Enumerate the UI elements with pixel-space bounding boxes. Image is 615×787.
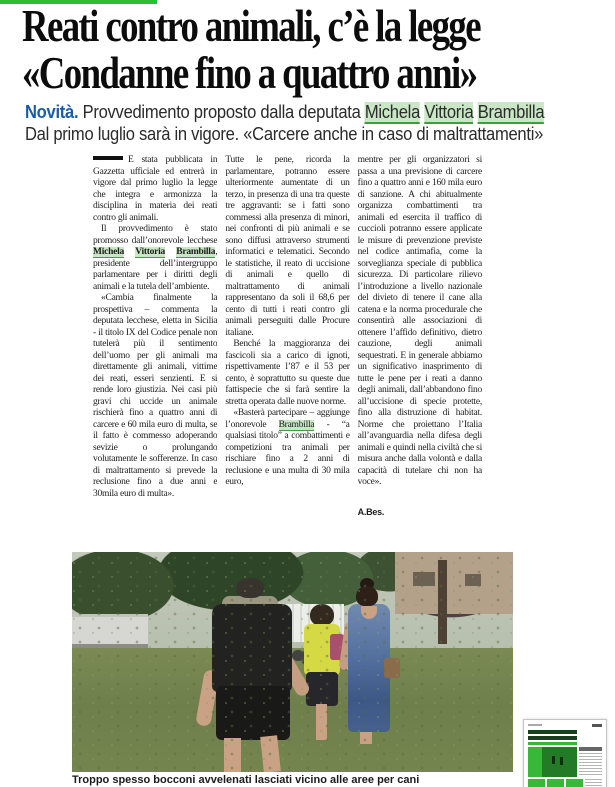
tree-trunk bbox=[438, 560, 447, 644]
thumb-cell bbox=[528, 779, 545, 787]
thumb-article-highlight bbox=[528, 747, 577, 777]
thumb-bottom-row bbox=[528, 779, 602, 787]
woman-back bbox=[361, 606, 377, 619]
headline-line2: «Condanne fino a quattro anni» bbox=[22, 47, 477, 98]
trees-background bbox=[72, 552, 513, 648]
building bbox=[395, 552, 513, 614]
thumb-cell bbox=[566, 779, 583, 787]
woman-jumpsuit bbox=[348, 604, 390, 732]
article-body bbox=[93, 155, 482, 519]
man-left-leg bbox=[224, 738, 241, 772]
entity-highlight-vittoria[interactable]: Vittoria bbox=[424, 102, 474, 122]
paragraph: È stata pubblicata in Gazzetta ufficiale ed entrerà in vigore dal primo luglio la legge che integra e armonizza la disciplina in materia dei reati contro gli animali. bbox=[93, 155, 218, 223]
woman-hair bbox=[356, 586, 378, 606]
dark-dog bbox=[300, 646, 336, 668]
paragraph: «Basterà partecipare – aggiunge l’onorevole Brambilla - “a qualsiasi titolo” a combattimenti e competizioni tra animali per rischiare fino a 2 anni di reclusione e una multa di 30 mila euro, bbox=[225, 408, 350, 487]
entity-highlight-vittoria[interactable]: Vittoria bbox=[135, 247, 166, 257]
person-yellow-print bbox=[330, 634, 344, 660]
woman-feet bbox=[360, 732, 372, 744]
woman-handbag bbox=[384, 658, 400, 678]
kicker-label: Novità. bbox=[25, 102, 79, 122]
headline-line1: Reati contro animali, c’è la legge bbox=[22, 0, 480, 51]
thumb-main bbox=[528, 747, 602, 777]
entity-highlight-brambilla[interactable]: Brambilla bbox=[176, 247, 216, 257]
paragraph: «Cambia finalmente la prospettiva – commenta la deputata lecchese, eletta in Sicilia - il titolo IX del Codice penale non tutelerà più il sentimento dell’uomo per gli animali ma direttamente gli animali, vittime dei reati, esseri senzienti. E si rende loro giustizia. Nei casi più gravi chi uccide un animale rischierà fino a quattro anni di carcere e 60 mila euro di multa, se il fatto è commesso adoperando sevizie o prolungando volutamente le sofferenze. In caso di maltrattamento si prevede la reclusione fino a due anni e 30mila euro di multa». bbox=[93, 293, 218, 499]
thumb-side-column bbox=[579, 747, 602, 777]
article-column-3 bbox=[358, 155, 482, 519]
article-photo bbox=[72, 552, 513, 772]
white-fence bbox=[222, 604, 344, 642]
article-column-2 bbox=[225, 155, 349, 519]
man-right-arm bbox=[274, 648, 311, 698]
thumb-header bbox=[528, 724, 602, 727]
trailer bbox=[72, 614, 148, 648]
page-thumbnail-minimap[interactable] bbox=[523, 719, 607, 787]
person-yellow-shirt bbox=[304, 624, 340, 676]
man-shoulder-wrap bbox=[222, 596, 278, 611]
woman-arm bbox=[339, 622, 356, 671]
man-cap bbox=[236, 578, 264, 598]
thumb-subhead-bar bbox=[528, 742, 577, 745]
article-column-1 bbox=[93, 155, 217, 519]
woman-hair-bun bbox=[360, 578, 374, 590]
paragraph: Il provvedimento è stato promosso dall’onorevole lecchese Michela Vittoria Brambilla, presidente dell’intergruppo parlamentare per i diritti degli animali e la tutela dell’ambiente. bbox=[93, 224, 218, 292]
entity-highlight-michela[interactable]: Michela bbox=[364, 102, 421, 122]
man-left-arm bbox=[195, 669, 219, 727]
entity-highlight-brambilla[interactable]: Brambilla bbox=[278, 419, 315, 430]
paragraph: mentre per gli organizzatori si passa a una previsione di carcere fino a quattro anni e 160 mila euro di sanzione. A chi abitualmente organizza combattimenti tra animali ed esercita il traffico di cuccioli potranno essere applicate le misure di prevenzione previste nel codice antimafia, come la sorveglianza speciale di pubblica sicurezza. Di particolare rilievo l’introduzione a livello nazionale del divieto di tenere il cane alla catena e la norma procedurale che consentirà alle associazioni di ottenere l’affido definitivo, dietro cauzione, degli animali sequestrati. E in generale abbiamo un significativo inasprimento di tutte le pene per i reati a danno degli animali, dall’abbandono fino all’uccisione di specie protette, fino alla distruzione di habitat. Norme che proiettano l’Italia all’avanguardia nella difesa degli animali e quindi nella civiltà che si misura anche dalla volontà e dalla capacità di tutelare chi non ha voce». bbox=[357, 155, 482, 487]
thumb-cell bbox=[585, 779, 602, 787]
subhead-line2: Dal primo luglio sarà in vigore. «Carcere anche in caso di maltrattamenti» bbox=[25, 124, 544, 144]
man-right-leg bbox=[260, 735, 281, 772]
person-yellow-hair bbox=[310, 604, 334, 626]
man-shorts bbox=[216, 686, 290, 740]
person-yellow-shorts bbox=[306, 672, 338, 706]
thumb-headline-bar bbox=[528, 730, 577, 734]
article-subhead bbox=[25, 101, 614, 145]
light-dog bbox=[340, 652, 364, 670]
subhead-lead: Provvedimento proposto dalla deputata bbox=[78, 102, 365, 122]
paragraph: Benché la maggioranza dei fascicoli sia a carico di ignoti, rispettivamente l’87 e il 53 per cento, è soprattutto su queste due fattispecie che si farà sentire la stretta operata dalle nuove norme. bbox=[225, 339, 350, 407]
article-headline bbox=[22, 2, 598, 96]
thumb-photo bbox=[542, 747, 577, 777]
paragraph: Tutte le pene, ricorda la parlamentare, potranno essere ulteriormente aumentate di un terzo, in presenza di una tra queste tre aggravanti: se i fatti sono commessi alla presenza di minori, nei confronti di più animali e se sono diffusi attraverso strumenti informatici e telematici. Secondo le statistiche, il reato di uccisione di animali e quello di maltrattamento di animali rappresentano da soli il 68,6 per cento di tutti i reati contro gli animali perseguiti dalle Procure italiane. bbox=[225, 155, 350, 338]
lead-dash bbox=[93, 156, 123, 160]
thumb-headline-bar bbox=[528, 736, 577, 740]
entity-highlight-brambilla[interactable]: Brambilla bbox=[477, 102, 545, 122]
man-torso bbox=[212, 604, 292, 692]
person-yellow-leg bbox=[316, 704, 327, 740]
photo-caption: Troppo spesso bocconi avvelenati lasciati vicino alle aree per cani bbox=[72, 774, 420, 786]
entity-highlight-michela[interactable]: Michela bbox=[93, 247, 124, 257]
author-byline: A.Bes. bbox=[358, 507, 389, 519]
thumb-cell bbox=[547, 779, 564, 787]
